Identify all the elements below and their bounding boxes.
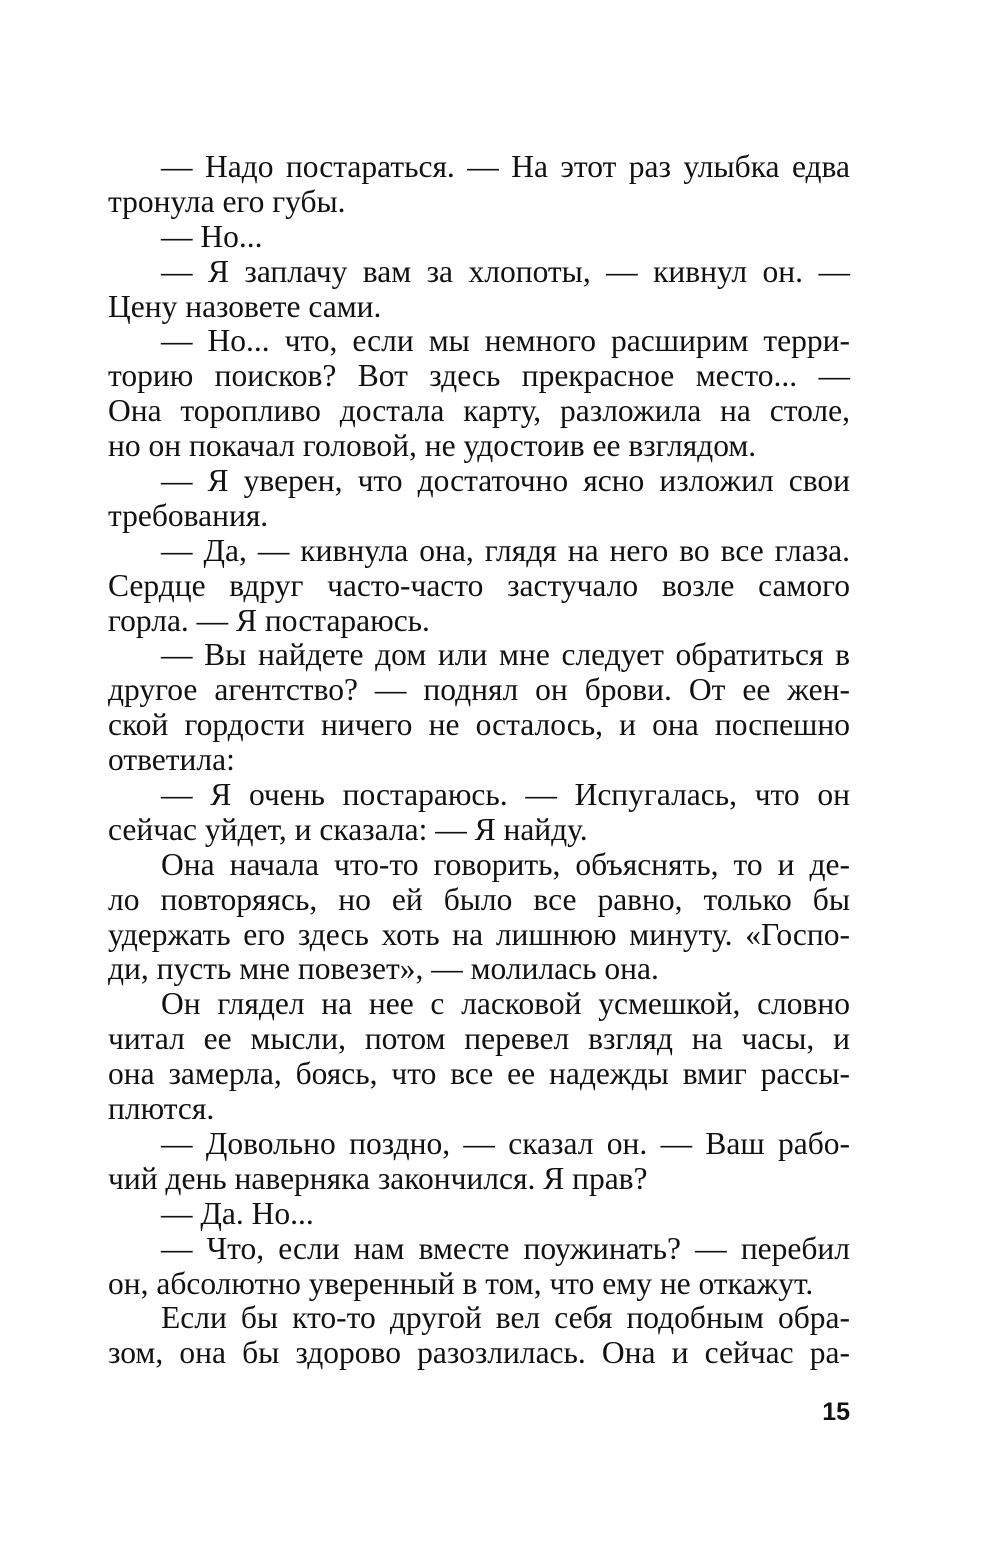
text-line: чий день наверняка закончился. Я прав? bbox=[108, 1160, 648, 1196]
text-line: — Я уверен, что достаточно ясно изложил свои bbox=[161, 463, 850, 499]
text-line: ло повторяясь, но ей было все равно, только бы bbox=[108, 881, 850, 917]
text-line: — Но... bbox=[161, 218, 263, 254]
text-line: Цену назовете сами. bbox=[108, 288, 382, 324]
text-line: Она начала что-то говорить, объяснять, то и де- bbox=[161, 846, 850, 882]
text-line: горла. — Я постараюсь. bbox=[108, 602, 430, 638]
text-line: — Я очень постараюсь. — Испугалась, что он bbox=[161, 777, 850, 813]
text-line: ди, пусть мне повезет», — молилась она. bbox=[108, 951, 659, 987]
text-line: тронула его губы. bbox=[108, 183, 346, 219]
text-line: Он глядел на нее с ласковой усмешкой, словно bbox=[161, 986, 850, 1022]
text-line: он, абсолютно уверенный в том, что ему не откажут. bbox=[108, 1265, 814, 1301]
text-line: плются. bbox=[108, 1091, 215, 1127]
text-line: — Я заплачу вам за хлопоты, — кивнул он. — bbox=[161, 253, 850, 289]
text-line: торию поисков? Вот здесь прекрасное место... — bbox=[108, 358, 850, 394]
text-line: Сердце вдруг часто-часто застучало возле самого bbox=[108, 567, 850, 603]
text-line: она замерла, боясь, что все ее надежды вмиг рассы- bbox=[108, 1056, 850, 1092]
text-line: ответила: bbox=[108, 742, 235, 778]
text-line: — Да, — кивнула она, глядя на него во все глаза. bbox=[161, 532, 850, 568]
text-line: Если бы кто-то другой вел себя подобным обра- bbox=[161, 1300, 850, 1336]
text-line: зом, она бы здорово разозлилась. Она и сейчас ра- bbox=[108, 1335, 850, 1371]
text-line: но он покачал головой, не удостоив ее взглядом. bbox=[108, 428, 757, 464]
text-line: сейчас уйдет, и сказала: — Я найду. bbox=[108, 811, 588, 847]
text-line: — Надо постараться. — На этот раз улыбка едва bbox=[161, 149, 850, 184]
page-text bbox=[108, 150, 850, 1371]
text-line: ской гордости ничего не осталось, и она поспешно bbox=[108, 707, 850, 743]
text-line: — Да. Но... bbox=[161, 1195, 314, 1231]
text-line: — Но... что, если мы немного расширим терри- bbox=[161, 323, 850, 359]
page-number: 15 bbox=[822, 1398, 850, 1426]
text-line: — Довольно поздно, — сказал он. — Ваш рабо- bbox=[161, 1125, 850, 1161]
text-line: читал ее мысли, потом перевел взгляд на часы, и bbox=[108, 1021, 850, 1057]
text-line: требования. bbox=[108, 497, 269, 533]
text-line: удержать его здесь хоть на лишнюю минуту. «Госпо- bbox=[108, 916, 850, 952]
text-line: Она торопливо достала карту, разложила на столе, bbox=[108, 393, 850, 429]
text-line: — Вы найдете дом или мне следует обратиться в bbox=[161, 637, 850, 673]
text-line: — Что, если нам вместе поужинать? — перебил bbox=[161, 1230, 850, 1266]
text-line: другое агентство? — поднял он брови. От ее жен- bbox=[108, 672, 850, 708]
